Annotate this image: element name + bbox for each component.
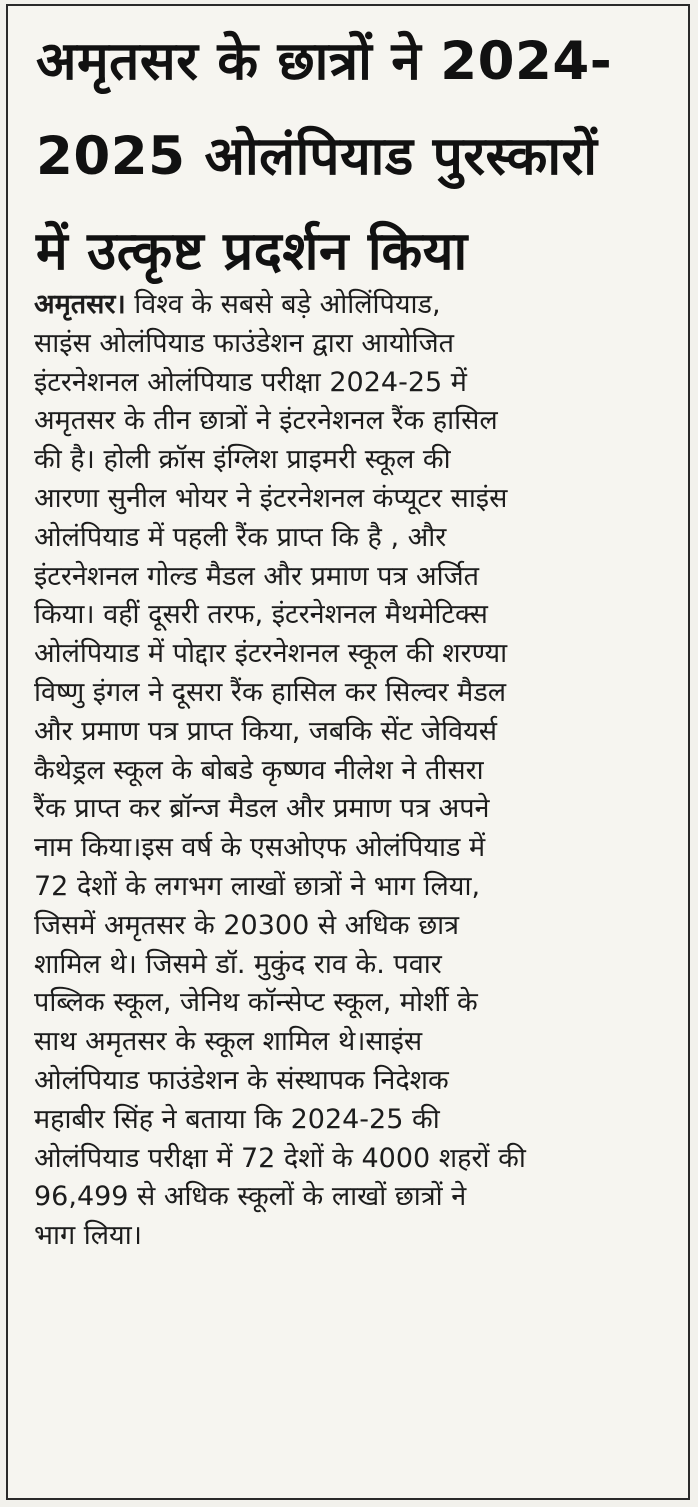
body-line: ओलंपियाड फाउंडेशन के संस्थापक निदेशक xyxy=(34,1064,449,1096)
body-line: इंटरनेशनल ओलंपियाड परीक्षा 2024-25 में xyxy=(34,366,467,398)
body-line: की है। होली क्रॉस इंग्लिश प्राइमरी स्कूल की xyxy=(34,444,451,476)
body-line: शामिल थे। जिसमे डॉ. मुकुंद राव के. पवार xyxy=(34,948,442,980)
headline xyxy=(36,14,676,299)
body-line: कैथेड्रल स्कूल के बोबडे कृष्णव नीलेश ने तीसरा xyxy=(34,754,484,786)
body-line: किया। वहीं दूसरी तरफ, इंटरनेशनल मैथमेटिक्स xyxy=(34,599,488,631)
article-body xyxy=(34,286,674,1256)
dateline: अमृतसर। xyxy=(34,289,126,320)
body-line: नाम किया।इस वर्ष के एसओएफ ओलंपियाड में xyxy=(34,832,486,864)
headline-line-2: 2025 ओलंपियाड पुरस्कारों xyxy=(36,126,598,187)
body-line: विष्णु इंगल ने दूसरा रैंक हासिल कर सिल्वर मैडल xyxy=(34,676,507,708)
headline-line-1: अमृतसर के छात्रों ने 2024- xyxy=(36,31,613,92)
body-line: जिसमें अमृतसर के 20300 से अधिक छात्र xyxy=(34,909,460,941)
body-line: आरणा सुनील भोयर ने इंटरनेशनल कंप्यूटर साइंस xyxy=(34,482,508,514)
body-line: महाबीर सिंह ने बताया कि 2024-25 की xyxy=(34,1103,440,1135)
body-line: ओलंपियाड में पोद्दार इंटरनेशनल स्कूल की शरण्या xyxy=(34,638,508,670)
body-line: साइंस ओलंपियाड फाउंडेशन द्वारा आयोजित xyxy=(34,327,455,359)
body-line: पब्लिक स्कूल, जेनिथ कॉन्सेप्ट स्कूल, मोर्शी के xyxy=(34,987,478,1019)
first-line-text: विश्व के सबसे बड़े ओलिंपियाड, xyxy=(125,289,441,320)
body-line-first xyxy=(34,286,674,325)
body-line: रैंक प्राप्त कर ब्रॉन्ज मैडल और प्रमाण पत्र अपने xyxy=(34,793,490,825)
body-line: साथ अमृतसर के स्कूल शामिल थे।साइंस xyxy=(34,1026,423,1058)
body-line: अमृतसर के तीन छात्रों ने इंटरनेशनल रैंक हासिल xyxy=(34,405,498,437)
body-line: और प्रमाण पत्र प्राप्त किया, जबकि सेंट जेवियर्स xyxy=(34,715,498,747)
body-line: ओलंपियाड परीक्षा में 72 देशों के 4000 शहरों की xyxy=(34,1142,526,1174)
body-line: 96,499 से अधिक स्कूलों के लाखों छात्रों ने xyxy=(34,1181,467,1213)
body-line: इंटरनेशनल गोल्ड मैडल और प्रमाण पत्र अर्जित xyxy=(34,560,480,592)
headline-line-3: में उत्कृष्ट प्रदर्शन किया xyxy=(36,221,468,282)
body-line: 72 देशों के लगभग लाखों छात्रों ने भाग लिया, xyxy=(34,870,481,902)
body-line: ओलंपियाड में पहली रैंक प्राप्त कि है , और xyxy=(34,521,447,553)
body-line: भाग लिया। xyxy=(34,1220,142,1252)
